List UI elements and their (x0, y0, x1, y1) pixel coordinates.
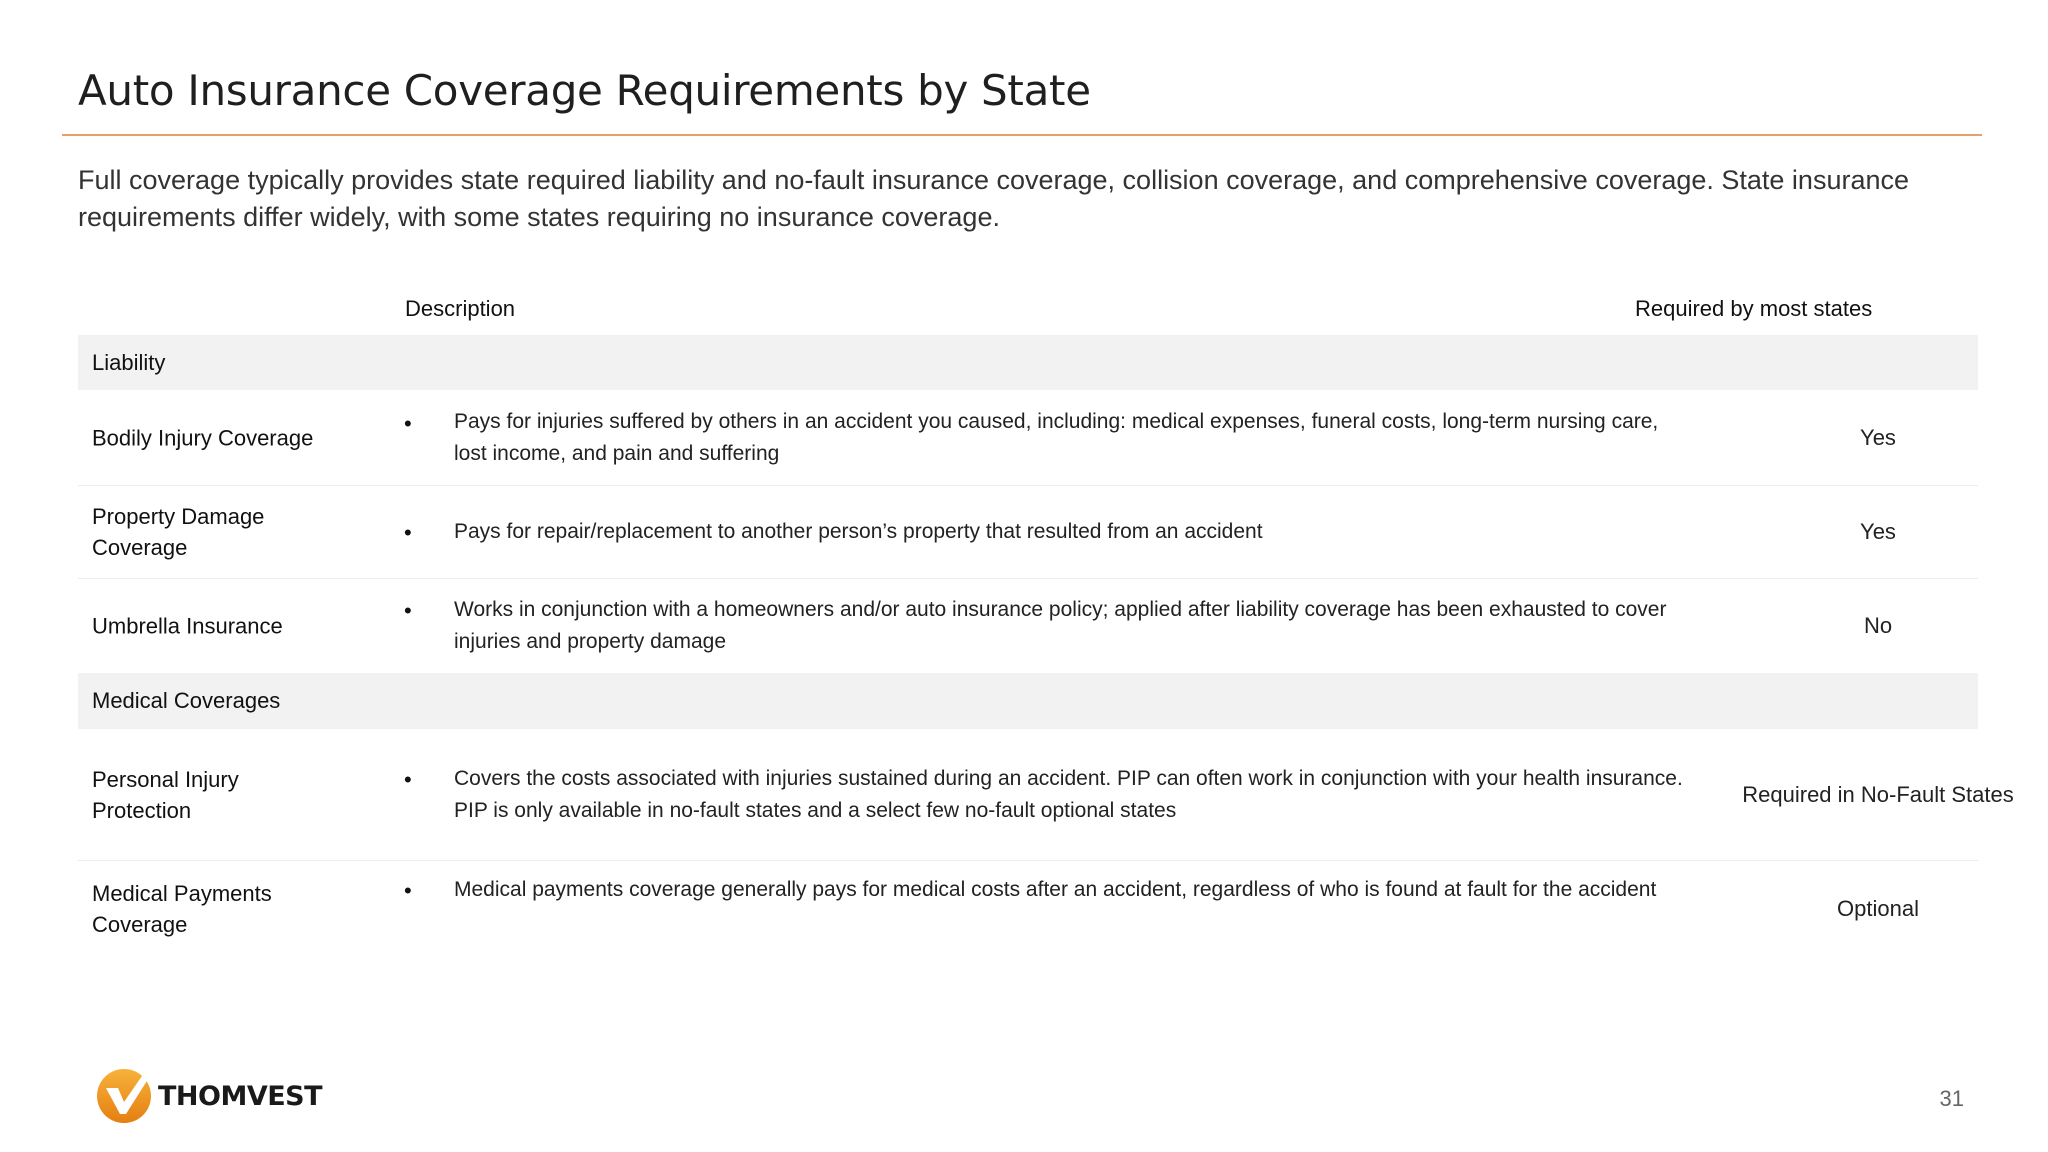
bullet-icon: • (404, 520, 412, 545)
coverage-name: Personal Injury Protection (92, 766, 239, 823)
coverage-description: Pays for injuries suffered by others in an accident you caused, including: medical expenses, funeral costs, long-term nursing care, lost income, and pain and suffering (454, 410, 1659, 465)
table-row-personal-injury (78, 729, 2014, 861)
coverage-description: Medical payments coverage generally pays for medical costs after an accident, regardless of who is found at fault for the accident (454, 878, 1657, 901)
table-row-umbrella (78, 579, 1978, 673)
required-value: Yes (1860, 424, 1896, 450)
bullet-icon: • (404, 767, 412, 792)
page-title: Auto Insurance Coverage Requirements by State (78, 66, 1091, 115)
bullet-icon: • (404, 878, 412, 903)
table-row-medical-payments (78, 861, 1978, 957)
title-divider (62, 134, 1982, 136)
coverage-description: Covers the costs associated with injuries sustained during an accident. PIP can often work in conjunction with your health insurance. PIP is only available in no-fault states and a select few no-fault optional states (454, 767, 1683, 822)
required-value: No (1863, 613, 1893, 638)
coverage-name: Umbrella Insurance (92, 613, 283, 639)
thomvest-check-logo-icon (96, 1066, 152, 1126)
company-logo (96, 1066, 322, 1126)
coverage-name: Medical Payments Coverage (92, 881, 272, 937)
bullet-icon: • (404, 598, 412, 623)
required-value: Yes (1860, 519, 1896, 544)
section-row-liability (78, 335, 1978, 390)
required-value: Required in No-Fault States (1742, 781, 2014, 807)
column-header-required: Required by most states (1635, 296, 1873, 321)
section-label: Medical Coverages (92, 688, 281, 713)
section-label: Liability (92, 349, 166, 375)
coverage-description: Works in conjunction with a homeowners and/or auto insurance policy; applied after liability coverage has been exhausted to cover injuries and property damage (454, 598, 1667, 653)
coverage-name: Bodily Injury Coverage (92, 425, 314, 450)
column-header-description: Description (405, 296, 516, 321)
coverage-name: Property Damage Coverage (92, 504, 265, 560)
page-number: 31 (1939, 1086, 1964, 1111)
required-value: Optional (1837, 896, 1919, 921)
table-row-bodily-injury (78, 390, 1978, 486)
coverage-description: Pays for repair/replacement to another person’s property that resulted from an accident (454, 520, 1263, 543)
logo-wordmark: THOMVEST (158, 1080, 323, 1112)
section-row-medical (78, 673, 1978, 729)
intro-paragraph: Full coverage typically provides state required liability and no-fault insurance coverage, collision coverage, and comprehensive coverage. State insurance requirements differ widely, with some states requiring no insurance coverage. (78, 165, 1910, 232)
bullet-icon: • (404, 411, 412, 436)
table-row-property-damage (78, 486, 1978, 579)
